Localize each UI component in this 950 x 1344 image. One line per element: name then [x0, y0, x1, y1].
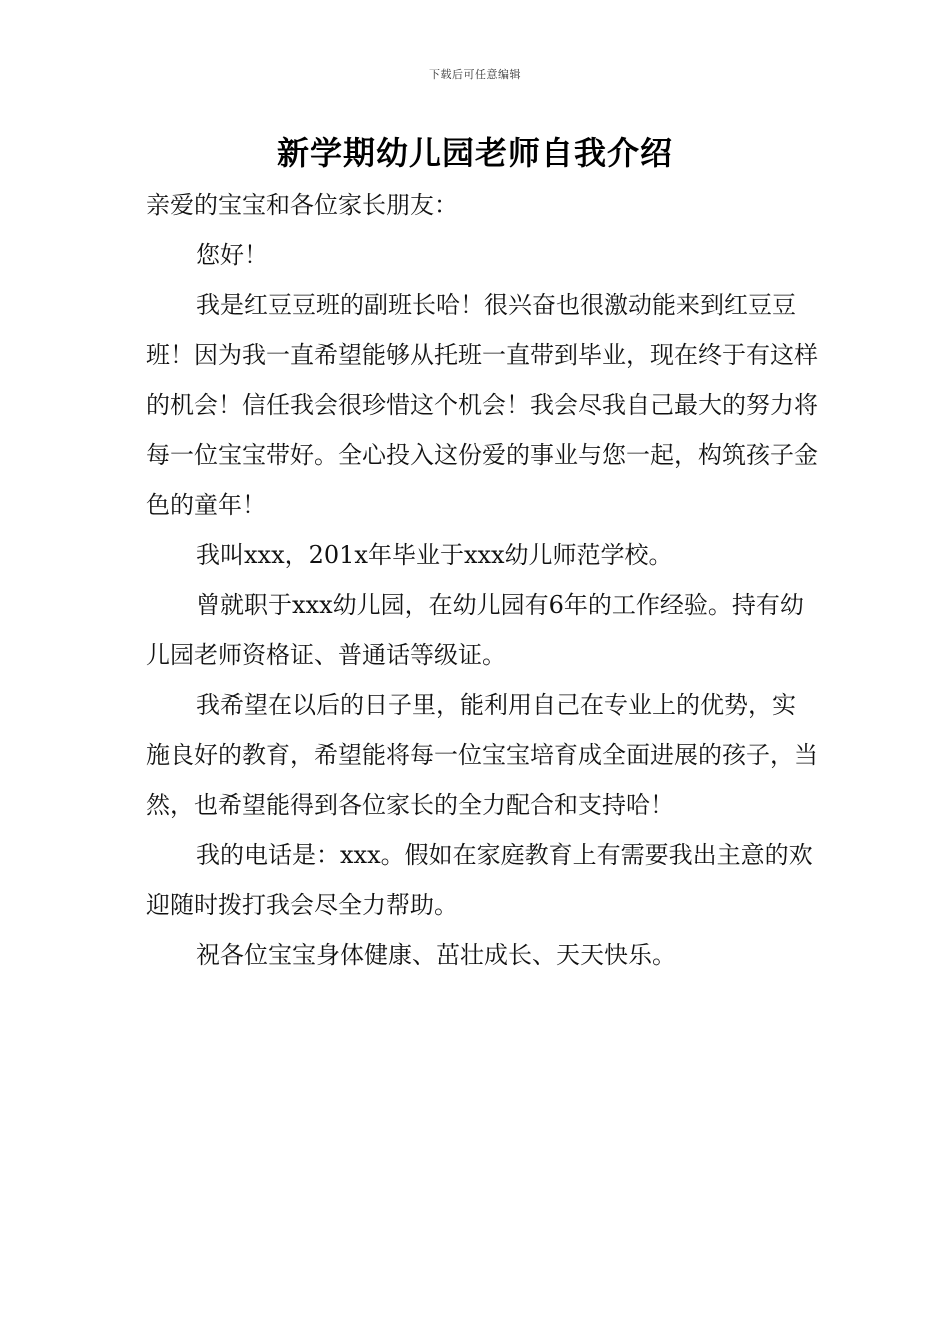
- paragraph-intro: 我是红豆豆班的副班长哈！很兴奋也很激动能来到红豆豆班！因为我一直希望能够从托班一直带到毕业，现在终于有这样的机会！信任我会很珍惜这个机会！我会尽我自己最大的努力将每一位宝宝带好。全心投入这份爱的事业与您一起，构筑孩子金色的童年！: [146, 291, 818, 519]
- paragraph-name: 我叫xxx，201x年毕业于xxx幼儿师范学校。: [196, 541, 673, 569]
- header-note: 下载后可任意编辑: [429, 68, 521, 81]
- paragraph-experience: 曾就职于xxx幼儿园，在幼儿园有6年的工作经验。持有幼儿园老师资格证、普通话等级证。: [146, 591, 804, 669]
- salutation: 亲爱的宝宝和各位家长朋友：: [146, 191, 458, 219]
- document-title: 新学期幼儿园老师自我介绍: [276, 134, 673, 172]
- document-body: [146, 180, 818, 980]
- paragraph-contact: 我的电话是：xxx。假如在家庭教育上有需要我出主意的欢迎随时拨打我会尽全力帮助。: [146, 841, 813, 919]
- paragraph-wishes: 祝各位宝宝身体健康、茁壮成长、天天快乐。: [196, 941, 676, 969]
- paragraph-greeting: 您好！: [196, 241, 268, 269]
- paragraph-hope: 我希望在以后的日子里，能利用自己在专业上的优势，实施良好的教育，希望能将每一位宝宝培育成全面进展的孩子，当然，也希望能得到各位家长的全力配合和支持哈！: [146, 691, 818, 819]
